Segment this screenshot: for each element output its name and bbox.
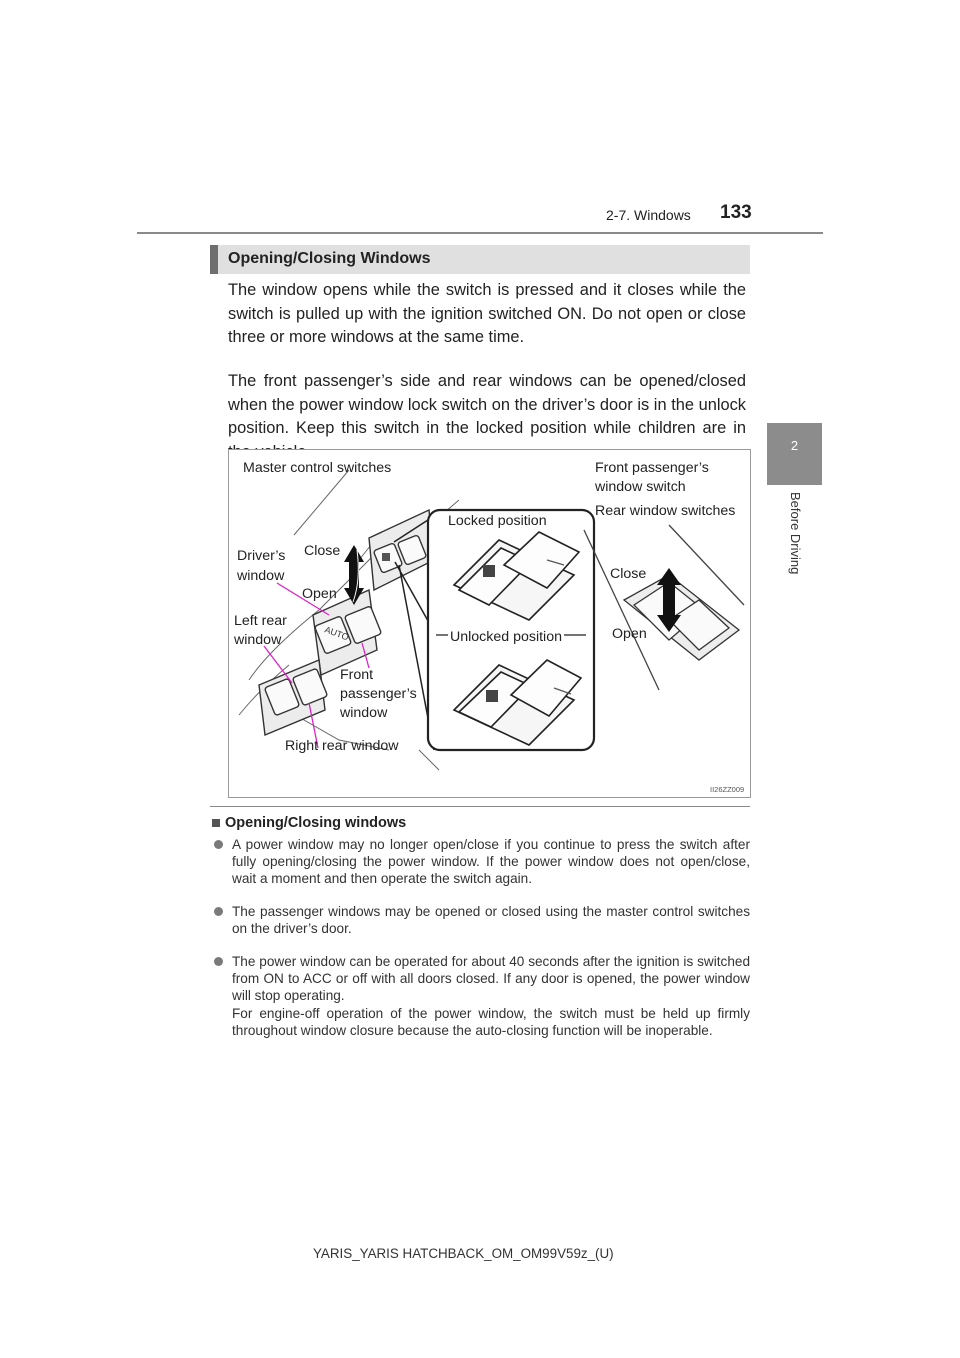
lock-switch-icon [382,553,390,561]
square-bullet-icon [212,819,220,827]
note-bullet-3-extra: For engine-off operation of the power window, the switch must be held up firmly throughout window closure because the auto-closing function will be inoperable. [232,1005,750,1038]
label-front-pass-1: Front [340,667,374,683]
body-paragraph-1: The window opens while the switch is pressed and it closes while the switch is pulled up with the ignition switched ON. Do not open or close three or more windows at the same time. [228,281,746,346]
auto-label: AUTO [323,624,351,643]
label-front-pass-3: window [340,705,388,721]
label-unlocked-position: Unlocked position [450,629,562,645]
page-number: 133 [720,202,752,223]
label-left-rear-1: Left rear [234,613,287,629]
header-rule [137,232,823,234]
bullet-dot-icon [214,840,223,849]
chapter-tab [767,423,822,485]
body-paragraph-2: The front passenger’s side and rear windows can be opened/closed when the power window lock switch on the driver’s door is in the unlock position. Keep this switch in the locked position while children are in [228,372,746,437]
window-switch-figure [228,449,751,798]
header-section-title: 2-7. Windows [606,207,691,223]
label-drivers-window-2: window [237,568,285,584]
label-close-left: Close [304,543,341,559]
note-bullet-3-text: The power window can be operated for about 40 seconds after the ignition is switched from ON to ACC or off with all doors closed. If any door is opened, the power window will stop operating. [232,954,750,1004]
label-close-right: Close [610,566,647,582]
label-master-control: Master control switches [243,460,392,476]
note-bullet-3 [214,953,750,1039]
label-rear-window-switches: Rear window switches [595,503,736,519]
note-bullet-2-text: The passenger windows may be opened or closed using the master control switches on the driver’s door. [232,904,750,937]
section-heading-marker [210,245,218,274]
chapter-title: Before Driving [788,492,803,575]
label-open-right: Open [612,626,647,642]
section-heading: Opening/Closing Windows [228,250,431,267]
figure-code: II26ZZ009 [710,785,745,794]
label-front-pass-2: passenger’s [340,686,417,702]
note-bullet-1-text: A power window may no longer open/close if you continue to press the switch after fully opening/closing the power window. If the power window does not open/close, wait a moment and then operate the switch again. [232,837,750,887]
bullet-dot-icon [214,907,223,916]
label-locked-position: Locked position [448,513,547,529]
label-open-left: Open [302,586,337,602]
label-left-rear-2: window [234,632,282,648]
label-right-rear-window: Right rear window [285,738,399,754]
label-front-passenger-switch-1: Front passenger’s [595,460,709,476]
chapter-number: 2 [790,438,799,453]
footer-doc-id: YARIS_YARIS HATCHBACK_OM_OM99V59z_(U) [313,1246,614,1261]
note-bullet-1 [214,836,750,888]
notes-title-text: Opening/Closing windows [225,815,407,831]
notes-rule [210,806,750,807]
label-drivers-window-1: Driver’s [237,548,286,564]
label-front-passenger-switch-2: window switch [595,479,686,495]
note-bullet-2 [214,903,750,937]
bullet-dot-icon [214,957,223,966]
notes-title [212,815,406,831]
